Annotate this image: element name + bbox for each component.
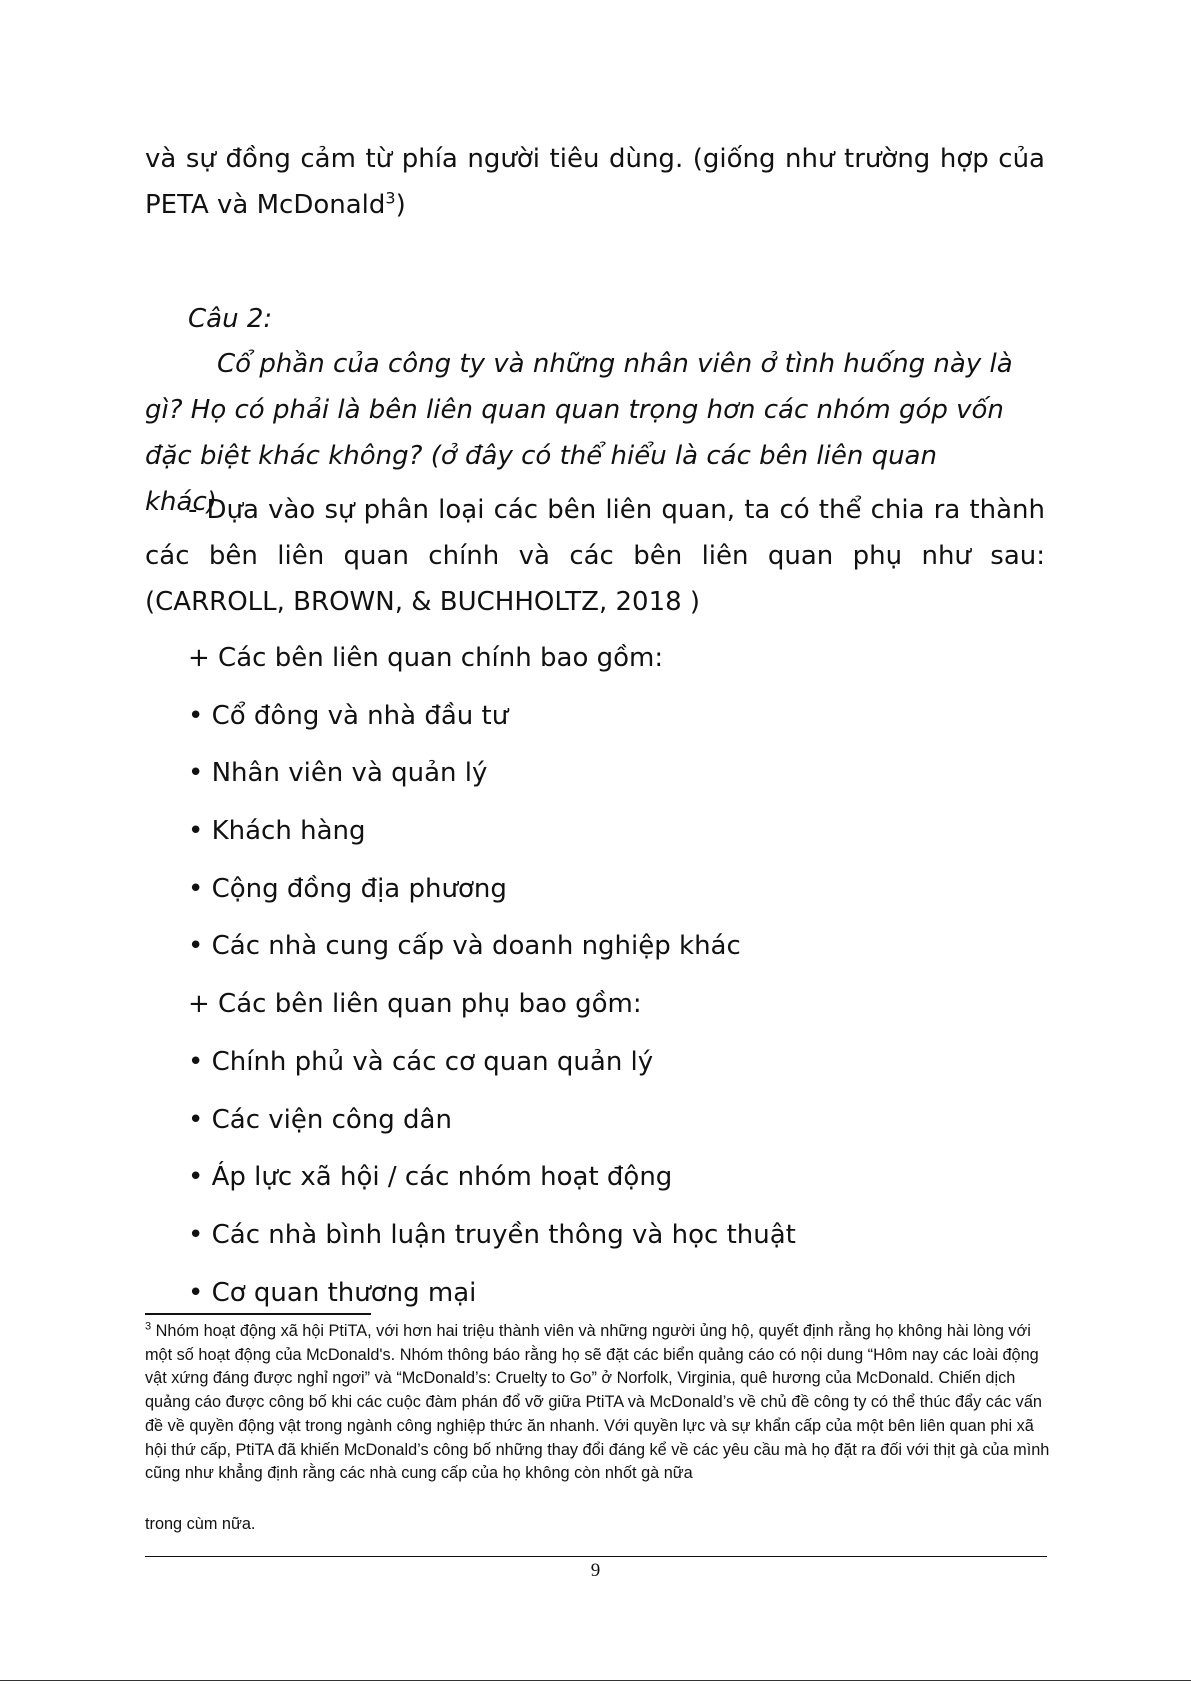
footer-divider xyxy=(145,1556,1047,1557)
list-item: • Áp lực xã hội / các nhóm hoạt động xyxy=(188,1162,673,1193)
page-number: 9 xyxy=(590,1560,601,1581)
list-item: • Khách hàng xyxy=(188,816,366,847)
primary-stakeholders-heading: + Các bên liên quan chính bao gồm: xyxy=(188,643,664,673)
list-item: • Các nhà cung cấp và doanh nghiệp khác xyxy=(188,931,741,962)
page-bottom-edge xyxy=(0,1680,1191,1681)
question-text: Cổ phần của công ty và những nhân viên ở tình huống này là gì? Họ có phải là bên liên quan quan trọng hơn các nhóm góp vốn đặc biệt khác không? (ở đây có thể hiểu là các bên liên quan khác) xyxy=(145,349,1013,517)
list-item: • Các viện công dân xyxy=(188,1104,452,1135)
list-item: • Cổ đông và nhà đầu tư xyxy=(188,700,509,731)
paragraph-1 xyxy=(145,136,1045,228)
list-item: • Cơ quan thương mại xyxy=(188,1277,477,1308)
paragraph-1-closing: ) xyxy=(395,190,406,220)
secondary-stakeholders-heading: + Các bên liên quan phụ bao gồm: xyxy=(188,989,642,1020)
stakeholder-list xyxy=(188,640,796,1332)
paragraph-2: - Dựa vào sự phân loại các bên liên quan, ta có thể chia ra thành các bên liên quan chính và các bên liên quan phụ như sau: (CARROLL, BROWN, & BUCHHOLTZ, 2018 ) xyxy=(145,495,1045,617)
paragraph-1-text: và sự đồng cảm từ phía người tiêu dùng. (giống như trường hợp của PETA và McDonald xyxy=(145,144,1045,220)
list-item: • Chính phủ và các cơ quan quản lý xyxy=(188,1046,654,1077)
footnote-number: 3 xyxy=(145,1320,152,1333)
question-label: Câu 2: xyxy=(188,304,273,334)
list-item: • Cộng đồng địa phương xyxy=(188,873,507,904)
list-item: • Các nhà bình luận truyền thông và học thuật xyxy=(188,1219,796,1250)
footnote-3 xyxy=(145,1320,1050,1486)
footnote-text: Nhóm hoạt động xã hội PtiTA, với hơn hai triệu thành viên và những người ủng hộ, quyết định rằng họ không hài lòng với một số hoạt động của McDonald's. Nhóm thông báo rằng họ sẽ đặt các biển quảng cáo có nội dung “Hôm nay các loài động vật xứng đáng được nghỉ ngơi” và “McDonald’s: Cruelty to Go” ở Norfolk, Virginia, quê hương của McDonald. Chiến dịch quảng cáo được công bố khi các cuộc đàm phán đổ vỡ giữa PtiTA và McDonald’s về chủ đề công ty có thể thúc đẩy các vấn đề về quyền động vật trong ngành công nghiệp thức ăn nhanh. Với quyền lực và sự khẩn cấp của một bên liên quan phi xã hội thứ cấp, PtiTA đã khiến McDonald’s công bố những thay đổi đáng kể về các yêu cầu mà họ đặt ra đối với thịt gà của mình cũng như khẳng định rằng các nhà cung cấp của họ không còn nhốt gà nữa xyxy=(145,1322,1050,1483)
footnote-separator xyxy=(145,1313,371,1315)
list-item: • Nhân viên và quản lý xyxy=(188,758,488,789)
footnote-tail: trong cùm nữa. xyxy=(145,1515,256,1533)
footnote-ref-3[interactable]: 3 xyxy=(385,188,396,208)
